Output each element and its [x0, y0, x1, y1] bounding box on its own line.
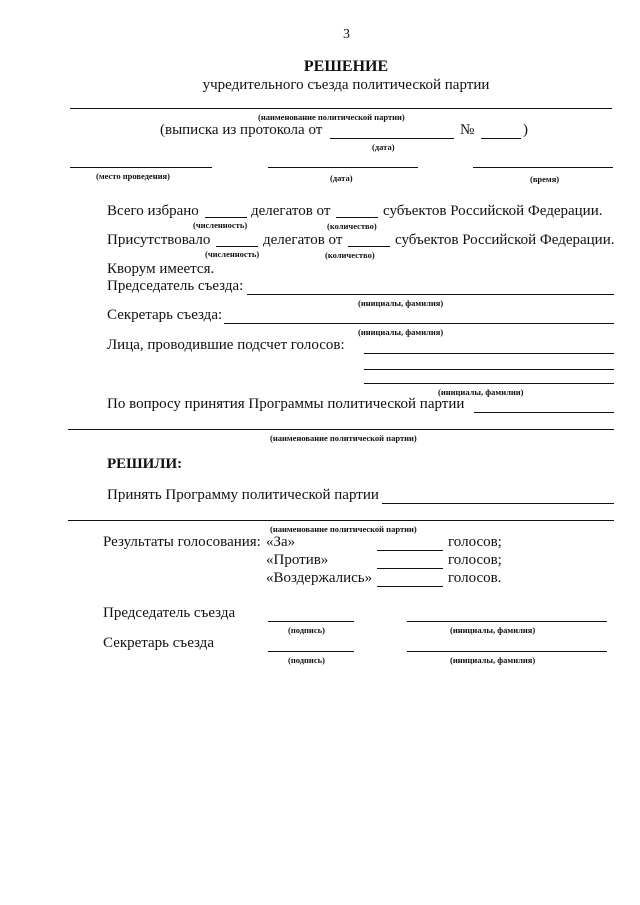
elected-subjects-caption: (количество)	[327, 221, 377, 231]
vote-for-suffix: голосов;	[448, 534, 502, 550]
extract-number-sign: №	[460, 122, 475, 138]
chair-line	[247, 294, 614, 295]
place-caption: (место проведения)	[96, 171, 170, 181]
present-mid: делегатов от	[263, 232, 343, 248]
present-prefix: Присутствовало	[107, 232, 211, 248]
question-party-caption: (наименование политической партии)	[270, 433, 417, 443]
sign-secretary-label: Секретарь съезда	[103, 635, 214, 651]
present-suffix: субъектов Российской Федерации.	[395, 232, 615, 248]
elected-suffix: субъектов Российской Федерации.	[383, 203, 603, 219]
sign-chair-label: Председатель съезда	[103, 605, 236, 621]
question-party-line	[68, 429, 614, 430]
question-text: По вопросу принятия Программы политической партии	[107, 396, 465, 412]
present-count-caption: (численность)	[205, 249, 260, 259]
counters-line-3	[364, 383, 614, 384]
extract-number-line	[481, 138, 521, 139]
present-subjects-line	[348, 246, 390, 247]
elected-subjects-line	[336, 217, 378, 218]
vote-against-suffix: голосов;	[448, 552, 502, 568]
adopt-party-line	[68, 520, 614, 521]
date-caption: (дата)	[330, 173, 353, 183]
vote-against-label: «Против»	[266, 552, 329, 568]
chair-caption: (инициалы, фамилия)	[358, 298, 444, 308]
counters-label: Лица, проводившие подсчет голосов:	[107, 337, 345, 353]
counters-line-2	[364, 369, 614, 370]
sign-chair-signature-caption: (подпись)	[288, 625, 325, 635]
document-subtitle: учредительного съезда политической партии	[202, 77, 490, 93]
vote-for-label: «За»	[266, 534, 296, 550]
page-number: 3	[343, 27, 350, 42]
date-line	[268, 167, 418, 168]
elected-mid: делегатов от	[251, 203, 331, 219]
extract-date-line	[330, 138, 454, 139]
secretary-label: Секретарь съезда:	[107, 307, 223, 323]
time-caption: (время)	[530, 174, 560, 184]
elected-count-line	[205, 217, 247, 218]
present-subjects-caption: (количество)	[325, 250, 375, 260]
elected-prefix: Всего избрано	[107, 203, 199, 219]
vote-abstain-line	[377, 586, 443, 587]
extract-label: (выписка из протокола от	[160, 122, 323, 138]
adopt-text: Принять Программу политической партии	[107, 487, 379, 503]
sign-secretary-name-caption: (инициалы, фамилия)	[450, 655, 536, 665]
chair-label: Председатель съезда:	[107, 278, 244, 294]
extract-date-caption: (дата)	[372, 142, 395, 152]
question-line	[474, 412, 614, 413]
vote-for-line	[377, 550, 443, 551]
time-line	[473, 167, 613, 168]
secretary-line	[224, 323, 614, 324]
vote-abstain-label: «Воздержались»	[266, 570, 373, 586]
counters-caption: (инициалы, фамилии)	[438, 387, 524, 397]
vote-against-line	[377, 568, 443, 569]
vote-abstain-suffix: голосов.	[448, 570, 502, 586]
vote-results-label: Результаты голосования:	[103, 534, 261, 550]
document-title: РЕШЕНИЕ	[303, 58, 389, 75]
present-count-line	[216, 246, 258, 247]
party-name-caption: (наименование политической партии)	[258, 112, 405, 122]
adopt-line	[382, 503, 614, 504]
quorum-text: Кворум имеется.	[107, 261, 215, 277]
sign-chair-name-caption: (инициалы, фамилия)	[450, 625, 536, 635]
extract-close: )	[523, 122, 528, 138]
party-name-line	[70, 108, 612, 109]
secretary-caption: (инициалы, фамилия)	[358, 327, 444, 337]
counters-line-1	[364, 353, 614, 354]
sign-chair-signature-line	[268, 621, 354, 622]
sign-secretary-name-line	[407, 651, 607, 652]
decided-heading: РЕШИЛИ:	[107, 456, 183, 472]
place-line	[70, 167, 212, 168]
adopt-party-caption: (наименование политической партии)	[270, 524, 417, 534]
elected-count-caption: (численность)	[193, 220, 248, 230]
sign-chair-name-line	[407, 621, 607, 622]
sign-secretary-signature-caption: (подпись)	[288, 655, 325, 665]
sign-secretary-signature-line	[268, 651, 354, 652]
